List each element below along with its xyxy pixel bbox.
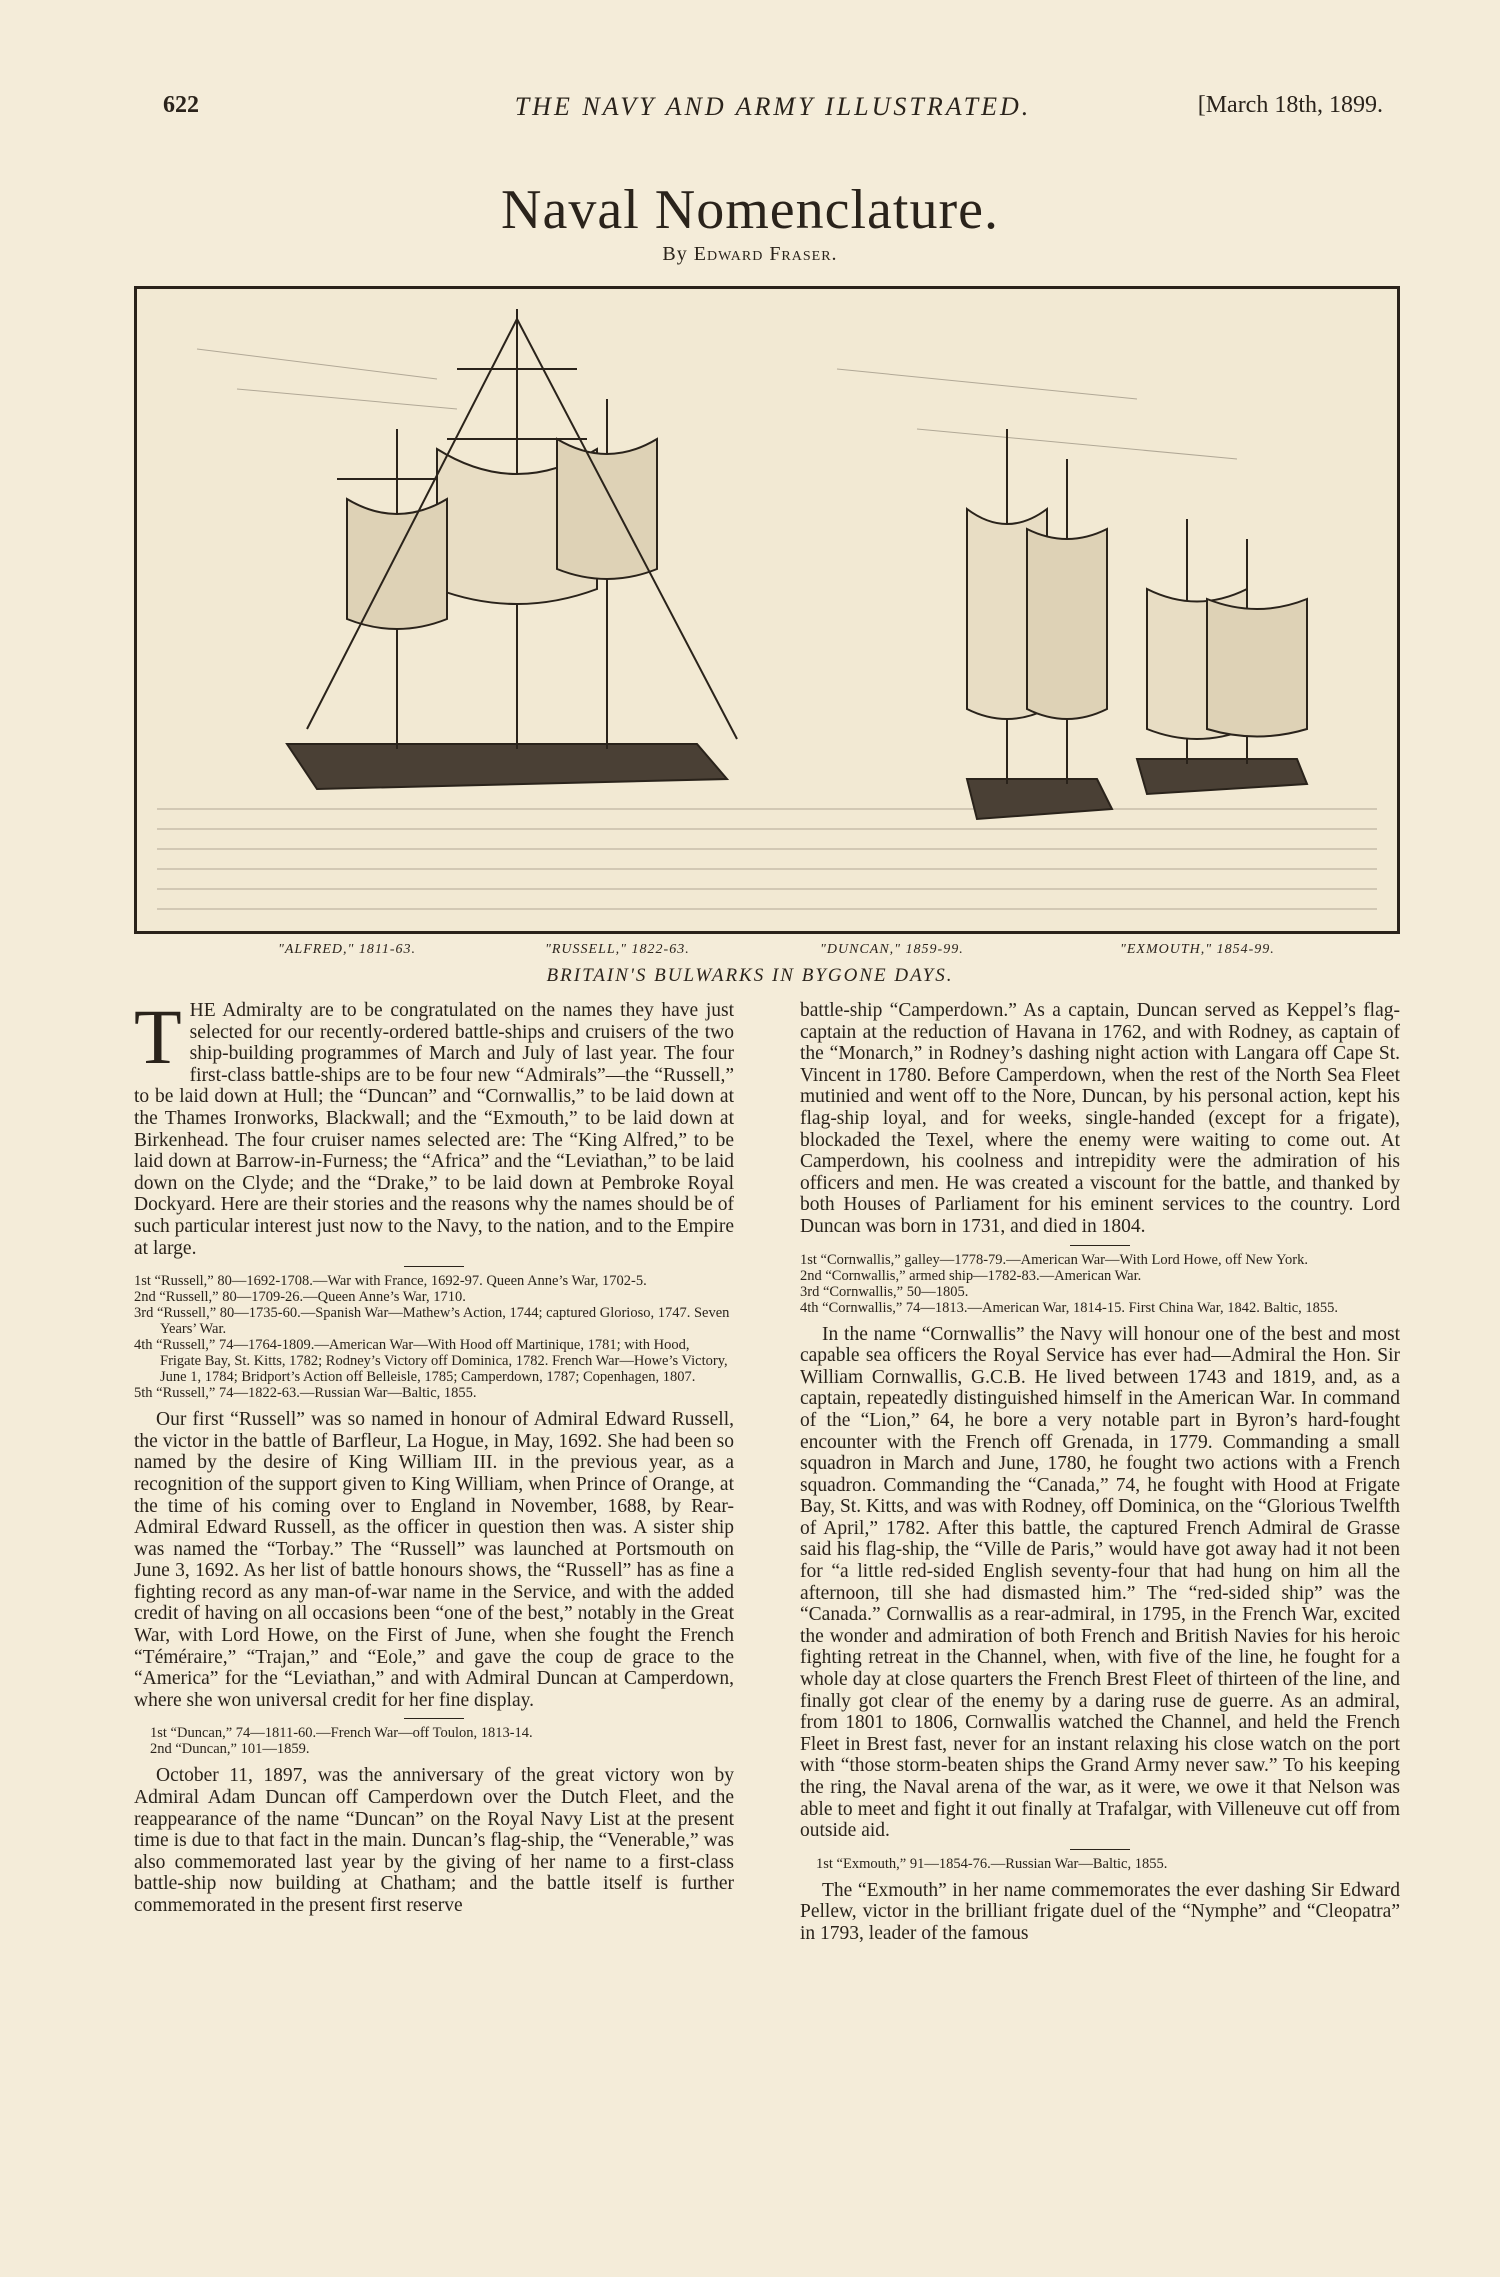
list-item: 3rd “Cornwallis,” 50—1805. [800, 1283, 969, 1300]
russell-honours-list [134, 1273, 734, 1401]
intro-paragraph [134, 993, 734, 1259]
byline-author: Edward Fraser. [693, 243, 838, 265]
list-item: 2nd “Cornwallis,” armed ship—1782-83.—American War. [800, 1267, 1142, 1284]
list-item: 4th “Cornwallis,” 74—1813.—American War, 1814-15. First China War, 1842. Baltic, 1855. [800, 1299, 1339, 1316]
intro-text: HE Admiralty are to be congratulated on the names they have just selected for our recently-ordered battle-ships and cruisers of the two ship-building programmes of March and July of last year. The four first-class battle-ships are to be four new “Admirals”—the “Russell,” to be laid down at Hull; the “Duncan” and “Cornwallis,” to be laid down at the Thames Ironworks, Blackwall; and the “Exmouth,” to be laid down at Birkenhead. The four cruiser names selected are: The “King Alfred,” to be laid down at Barrow-in-Furness; the “Africa” and the “Leviathan,” to be laid down on the Clyde; and the “Drake,” to be laid down at Pembroke Royal Dockyard. Here are their stories and the reasons why the names should be of such particular interest just now to the Navy, to the nation, and to the Empire at large. [134, 1000, 734, 1259]
drop-cap: T [134, 993, 182, 1080]
section-rule [404, 1266, 464, 1267]
section-rule [1070, 1245, 1130, 1246]
exmouth-honours-list [800, 1856, 1400, 1872]
cornwallis-paragraph: In the name “Cornwallis” the Navy will honour one of the best and most capable sea officers the Royal Service has ever had—Admiral the Hon. Sir William Cornwallis, G.C.B. He lived between 1743 and 1819, and, as a captain, repeatedly distinguished himself in the American War. In command of the “Lion,” 64, he bore a very notable part in Byron’s hard-fought encounter with the French off Grenada, in 1779. Commanding a small squadron in March and June, 1780, he fought two actions with a French squadron. Commanding the “Canada,” 74, he fought with Hood at Frigate Bay, St. Kitts, and was with Rodney, off Dominica, on the “Glorious Twelfth of April,” 1782. After this battle, the captured French Admiral de Grasse said his flag-ship, the “Ville de Paris,” would have got away had it not been for “a little red-sided English seventy-four that had hung on him all the afternoon, till she had dismasted him.” The “red-sided ship” was the “Canada.” Cornwallis as a rear-admiral, in 1795, in the French War, excited the wonder and admiration of both French and British Navies for his heroic fighting retreat in the Channel, when, with five of the line, he fought for a whole day at close quarters the French Brest Fleet of thirteen of the line, and finally got clear of the enemy by a daring ruse de guerre. As an admiral, from 1801 to 1806, Cornwallis watched the Channel, and held the French Fleet in Brest fast, never for an instant relaxing his close watch on the port with “those storm-beaten ships the Grand Army never saw.” To his keeping the ring, the Naval arena of the war, as it were, we owe it that Nelson was able to meet and fight it out finally at Trafalgar, with Villeneuve cut off from outside aid. [800, 1323, 1400, 1842]
page-number: 622 [163, 92, 199, 118]
list-item: 4th “Russell,” 74—1764-1809.—American War—With Hood off Martinique, 1781; with Hood, Frigate Bay, St. Kitts, 1782; Rodney’s Victory off Dominica, 1782. French War—Howe’s Victory, June 1, 1784; Bridport’s Action off Belleisle, 1785; Camperdown, 1787; Copenhagen, 1807. [134, 1337, 728, 1386]
article-title: Naval Nomenclature. [501, 179, 999, 241]
byline-prefix: By [662, 243, 694, 265]
cornwallis-honours-list [800, 1252, 1400, 1316]
duncan-honours-list [134, 1725, 734, 1757]
caption-russell: "RUSSELL," 1822-63. [545, 942, 690, 957]
duncan-continued: battle-ship “Camperdown.” As a captain, Duncan served as Keppel’s flag-captain at the reduction of Havana in 1762, and with Rodney, as captain of the “Monarch,” in Rodney’s dashing night action with Langara off Cape St. Vincent in 1780. Before Camperdown, when the rest of the North Sea Fleet mutinied and went off to the Nore, Duncan, by his personal action, kept his flag-ship loyal, and for weeks, single-handed (except for a frigate), blockaded the Texel, where the enemy were waiting to come out. At Camperdown, his coolness and intrepidity were the admiration of his officers and men. He was created a viscount for the battle, and thanked by both Houses of Parliament for his eminent services to the country. Lord Duncan was born in 1731, and died in 1804. [800, 1000, 1400, 1237]
illustration-title: BRITAIN'S BULWARKS IN BYGONE DAYS. [546, 965, 954, 986]
list-item: 2nd “Russell,” 80—1709-26.—Queen Anne’s War, 1710. [134, 1289, 466, 1306]
duncan-paragraph: October 11, 1897, was the anniversary of the great victory won by Admiral Adam Duncan off Camperdown over the Dutch Fleet, and the reappearance of the name “Duncan” on the Royal Navy List at the present time is due to that fact in the main. Duncan’s flag-ship, the “Venerable,” was also commemorated last year by the giving of her name to a first-class battle-ship now building at Chatham; and the battle itself is further commemorated in the present first reserve [134, 1765, 734, 1916]
caption-duncan: "DUNCAN," 1859-99. [820, 942, 964, 957]
section-rule [1070, 1849, 1130, 1850]
byline [0, 243, 1500, 266]
caption-exmouth: "EXMOUTH," 1854-99. [1120, 942, 1275, 957]
list-item: 1st “Cornwallis,” galley—1778-79.—American War—With Lord Howe, off New York. [800, 1251, 1308, 1268]
russell-paragraph: Our first “Russell” was so named in honour of Admiral Edward Russell, the victor in the battle of Barfleur, La Hogue, in May, 1692. She had been so named by the desire of King William III. in the previous year, as a recognition of the support given to King William, when Prince of Orange, at the time of his coming over to England in November, 1688, by Rear-Admiral Edward Russell, as the officer in question then was. A sister ship was named the “Torbay.” The “Russell” was launched at Portsmouth on June 3, 1692. As her list of battle honours shows, the “Russell” has as fine a fighting record as any man-of-war name in the Service, and with the added credit of having on all occasions been “one of the best,” notably in the Great War, with Lord Howe, on the First of June, when she fought the French “Téméraire,” “Trajan,” and “Eole,” and gave the coup de grace to the “America” for the “Leviathan,” and with Admiral Duncan at Camperdown, where she won universal credit for her fine display. [134, 1409, 734, 1711]
list-item: 2nd “Duncan,” 101—1859. [150, 1741, 310, 1758]
running-head [163, 92, 1383, 122]
list-item: 1st “Duncan,” 74—1811-60.—French War—off Toulon, 1813-14. [150, 1725, 533, 1742]
list-item: 3rd “Russell,” 80—1735-60.—Spanish War—Mathew’s Action, 1744; captured Glorioso, 1747. Seven Years’ War. [134, 1305, 730, 1338]
caption-alfred: "ALFRED," 1811-63. [278, 942, 416, 957]
column-left [134, 993, 734, 1917]
list-item: 1st “Russell,” 80—1692-1708.—War with France, 1692-97. Queen Anne’s War, 1702-5. [134, 1273, 647, 1290]
issue-date: [March 18th, 1899. [1197, 92, 1383, 118]
ships-engraving [134, 286, 1400, 934]
exmouth-paragraph: The “Exmouth” in her name commemorates the ever dashing Sir Edward Pellew, victor in the brilliant frigate duel of the “Nymphe” and “Cleopatra” in 1793, leader of the famous [800, 1879, 1400, 1944]
column-right [800, 1000, 1400, 1945]
section-rule [404, 1718, 464, 1719]
publication-title: THE NAVY AND ARMY ILLUSTRATED. [514, 92, 1032, 121]
list-item: 1st “Exmouth,” 91—1854-76.—Russian War—Baltic, 1855. [816, 1855, 1168, 1872]
ships-engraving-drawing [137, 289, 1397, 931]
list-item: 5th “Russell,” 74—1822-63.—Russian War—Baltic, 1855. [134, 1385, 477, 1402]
